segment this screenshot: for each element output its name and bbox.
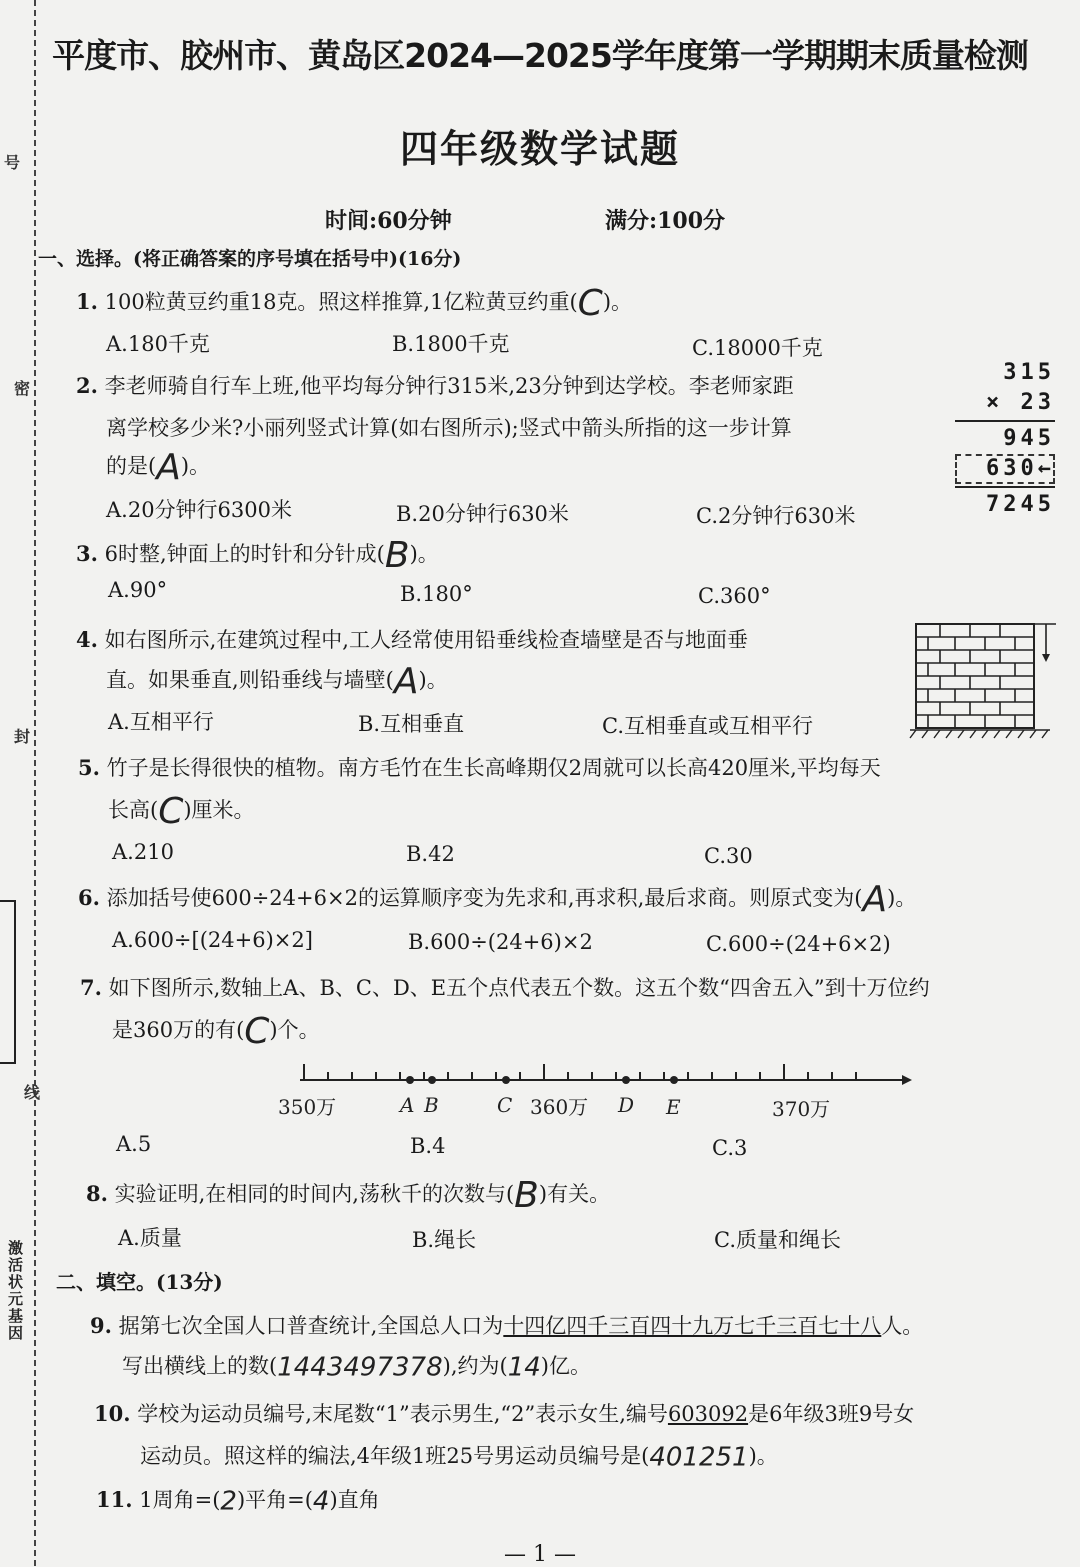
exam-time: 时间:60分钟 (325, 208, 452, 234)
q8-option-c: C.质量和绳长 (714, 1228, 841, 1252)
label-370w: 370万 (772, 1097, 831, 1121)
label-c: C (497, 1093, 513, 1117)
handwritten-answer: 1443497378 (277, 1352, 443, 1383)
question-7-line1: 7. 如下图所示,数轴上A、B、C、D、E五个点代表五个数。这五个数“四舍五入”到十万位约 (80, 975, 930, 1000)
handwritten-answer: 2 (220, 1486, 237, 1517)
handwritten-answer: 14 (507, 1352, 541, 1383)
margin-info-box (0, 900, 16, 1064)
point-c (502, 1076, 510, 1084)
label-d: D (618, 1093, 635, 1117)
calc-partial-1: 945 (1003, 426, 1055, 451)
population-text-underlined: 十四亿四千三百四十九万七千三百七十八 (503, 1314, 882, 1338)
question-9-line1: 9. 据第七次全国人口普查统计,全国总人口为十四亿四千三百四十九万七千三百七十八人。 (90, 1313, 924, 1338)
calc-multiplier: × 23 (986, 390, 1055, 415)
handwritten-answer: C (158, 790, 184, 832)
question-3: 3. 6时整,钟面上的时针和分针成(B)。 (76, 534, 439, 576)
point-b (428, 1076, 436, 1084)
brick-wall-plumb-figure (910, 618, 1060, 742)
q7-option-b: B.4 (410, 1134, 446, 1158)
q2-option-a: A.20分钟行6300米 (106, 498, 293, 522)
handwritten-answer: A (156, 446, 181, 488)
question-5-line2: 长高(C)厘米。 (108, 790, 255, 832)
q1-option-c: C.18000千克 (692, 336, 823, 360)
q3-option-b: B.180° (400, 582, 473, 606)
exam-title: 平度市、胶州市、黄岛区2024—2025学年度第一学期期末质量检测 (52, 36, 1028, 75)
q6-option-a: A.600÷[(24+6)×2] (112, 928, 313, 952)
question-8: 8. 实验证明,在相同的时间内,荡秋千的次数与(B)有关。 (86, 1174, 611, 1216)
handwritten-answer: C (244, 1010, 270, 1052)
handwritten-answer: A (393, 660, 419, 702)
handwritten-answer: B (514, 1174, 539, 1216)
question-5-line1: 5. 竹子是长得很快的植物。南方毛竹在生长高峰期仅2周就可以长高420厘米,平均每天 (78, 755, 881, 780)
handwritten-answer: 401251 (649, 1442, 749, 1473)
q5-option-a: A.210 (112, 840, 174, 864)
handwritten-answer: 4 (312, 1486, 330, 1517)
handwritten-answer: B (384, 534, 410, 576)
q7-option-c: C.3 (712, 1136, 748, 1160)
question-2-line3: 的是(A)。 (106, 446, 211, 488)
q4-option-a: A.互相平行 (108, 710, 214, 734)
q1-option-a: A.180千克 (106, 332, 210, 356)
question-4-line2: 直。如果垂直,则铅垂线与墙壁(A)。 (106, 660, 448, 702)
q5-option-c: C.30 (704, 844, 753, 868)
calc-rule (955, 486, 1055, 488)
exam-subtitle: 四年级数学试题 (399, 127, 680, 171)
question-9-line2: 写出横线上的数(1443497378),约为(14)亿。 (122, 1352, 591, 1383)
label-a: A (400, 1093, 415, 1117)
q3-option-c: C.360° (698, 584, 771, 608)
label-360w: 360万 (530, 1095, 589, 1119)
q7-option-a: A.5 (116, 1132, 152, 1156)
q4-option-c: C.互相垂直或互相平行 (602, 714, 813, 738)
label-b: B (424, 1093, 439, 1117)
handwritten-answer: A (862, 878, 888, 920)
exam-score: 满分:100分 (605, 208, 726, 234)
q2-option-c: C.2分钟行630米 (696, 504, 856, 528)
label-e: E (666, 1095, 681, 1119)
label-350w: 350万 (278, 1095, 337, 1119)
question-11: 11. 1周角=(2)平角=(4)直角 (96, 1486, 380, 1517)
margin-side-text: 激活状元基因 (8, 1239, 24, 1342)
q8-option-a: A.质量 (118, 1226, 182, 1250)
margin-mark-xian: 线 (24, 1083, 41, 1102)
question-7-line2: 是360万的有(C)个。 (112, 1010, 320, 1052)
question-2-line1: 2. 李老师骑自行车上班,他平均每分钟行315米,23分钟到达学校。李老师家距 (76, 373, 794, 398)
q1-option-b: B.1800千克 (392, 332, 510, 356)
calc-product: 7245 (986, 492, 1055, 517)
margin-mark-feng: 封 (14, 727, 31, 746)
q4-option-b: B.互相垂直 (358, 712, 465, 736)
point-e (670, 1076, 678, 1084)
margin-mark-mi: 密 (14, 379, 31, 398)
calc-multiplicand: 315 (1003, 360, 1055, 385)
question-10-line1: 10. 学校为运动员编号,末尾数“1”表示男生,“2”表示女生,编号603092是6年级3班9号女 (94, 1401, 915, 1426)
margin-label-top: 号 (4, 153, 21, 172)
q5-option-b: B.42 (406, 842, 455, 866)
question-2-line2: 离学校多少米?小丽列竖式计算(如右图所示);竖式中箭头所指的这一步计算 (106, 416, 792, 440)
q6-option-c: C.600÷(24+6×2) (706, 932, 891, 956)
calc-rule (955, 420, 1055, 422)
q8-option-b: B.绳长 (412, 1228, 477, 1252)
q3-option-a: A.90° (108, 578, 168, 602)
question-1: 1. 100粒黄豆约重18克。照这样推算,1亿粒黄豆约重(C)。 (76, 282, 633, 324)
question-6: 6. 添加括号使600÷24+6×2的运算顺序变为先求和,再求积,最后求商。则原式变为(A)。 (78, 878, 917, 920)
q6-option-b: B.600÷(24+6)×2 (408, 930, 593, 954)
binding-dashed-line (34, 0, 36, 1566)
vertical-multiplication (955, 358, 1055, 520)
question-10-line2: 运动员。照这样的编法,4年级1班25号男运动员编号是(401251)。 (140, 1442, 778, 1473)
section-1-title: 一、选择。(将正确答案的序号填在括号中)(16分) (38, 248, 462, 270)
point-a (406, 1076, 414, 1084)
page-number: — 1 — (504, 1542, 576, 1567)
q2-option-b: B.20分钟行630米 (396, 502, 569, 526)
example-code-underlined: 603092 (667, 1402, 749, 1426)
calc-partial-2: 630← (955, 454, 1055, 484)
question-4-line1: 4. 如右图所示,在建筑过程中,工人经常使用铅垂线检查墙壁是否与地面垂 (76, 627, 748, 652)
number-line-figure (278, 1058, 920, 1122)
section-2-title: 二、填空。(13分) (56, 1270, 223, 1294)
point-d (622, 1076, 630, 1084)
handwritten-answer: C (577, 282, 603, 324)
